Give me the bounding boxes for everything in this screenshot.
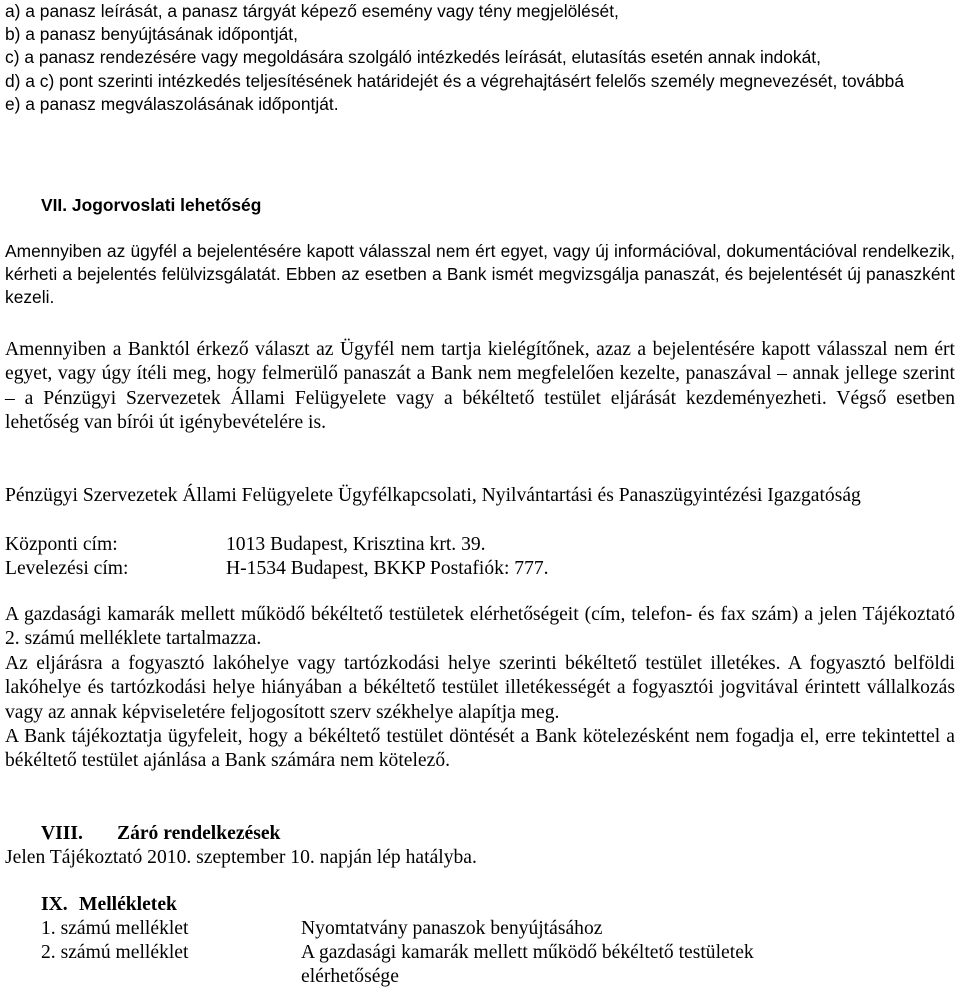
attachment-row xyxy=(41,917,921,941)
list-item: c) a panasz rendezésére vagy megoldására szolgáló intézkedés leírását, elutasítás esetén annak indokát, xyxy=(5,47,821,68)
attachment-label: 1. számú melléklet xyxy=(41,918,189,939)
info-paragraph: A gazdasági kamarák mellett működő békéltető testületek elérhetőségeit (cím, telefon- és fax szám) a jelen Tájékoztató 2. számú melléklete tartalmazza. xyxy=(5,604,955,650)
central-address-label: Központi cím: xyxy=(5,534,118,555)
list-item: d) a c) pont szerinti intézkedés teljesítésének határidejét és a végrehajtásért felelős személy megnevezését, továbbá xyxy=(5,70,905,91)
section-viii-text: Jelen Tájékoztató 2010. szeptember 10. napján lép hatályba. xyxy=(5,847,477,868)
info-paragraphs xyxy=(5,603,955,774)
attachment-value: Nyomtatvány panaszok benyújtásához xyxy=(301,918,603,939)
postal-address-label: Levelezési cím: xyxy=(5,558,129,579)
info-paragraph: A Bank tájékoztatja ügyfeleit, hogy a békéltető testület döntését a Bank kötelezésként nem fogadja el, erre tekintettel a békéltető testület ajánlása a Bank számára nem kötelező. xyxy=(5,726,955,772)
section-viii-title: Záró rendelkezések xyxy=(117,823,281,844)
postal-address-value: H-1534 Budapest, BKKP Postafiók: 777. xyxy=(226,558,549,579)
section-vii-heading: VII. Jogorvoslati lehetőség xyxy=(41,195,262,215)
list-item: a) a panasz leírását, a panasz tárgyát képező esemény vagy tény megjelölését, xyxy=(5,1,619,21)
section-ix-title: Mellékletek xyxy=(79,894,177,915)
list-item: e) a panasz megválaszolásának időpontját. xyxy=(5,93,339,114)
section-ix-number: IX. xyxy=(41,894,68,915)
list-item: b) a panasz benyújtásának időpontját, xyxy=(5,24,298,45)
attachment-value: A gazdasági kamarák mellett működő békéltető testületek xyxy=(301,942,754,963)
central-address-value: 1013 Budapest, Krisztina krt. 39. xyxy=(226,534,486,555)
complaint-list xyxy=(5,0,955,116)
attachment-value-continued: elérhetősége xyxy=(301,966,399,987)
section-viii-number: VIII. xyxy=(41,823,83,844)
central-address-row xyxy=(5,533,905,557)
attachment-label: 2. számú melléklet xyxy=(41,942,189,963)
attachment-row xyxy=(41,941,921,965)
section-viii-heading xyxy=(41,822,281,846)
section-ix-heading xyxy=(41,893,177,917)
section-vii-paragraph-2: Amennyiben a Banktól érkező választ az Ügyfél nem tartja kielégítőnek, azaz a bejelentésére kapott válasszal nem ért egyet, vagy úgy ítéli meg, hogy felmerülő panaszát a Bank nem megfelelően kezelte, panaszával – annak jellege szerint – a Pénzügyi Szervezetek Állami Felügyelete vagy a békéltető testület eljárását kezdeményezheti. Végső esetben lehetőség van bírói út igénybevételére is. xyxy=(5,339,955,434)
section-vii-paragraph-1: Amennyiben az ügyfél a bejelentésére kapott válasszal nem ért egyet, vagy új információval, dokumentációval rendelkezik, kérheti a bejelentés felülvizsgálatát. Ebben az esetben a Bank ismét megvizsgálja panaszát, és bejelentését új panaszként kezeli. xyxy=(5,241,955,308)
postal-address-row xyxy=(5,557,905,581)
info-paragraph: Az eljárásra a fogyasztó lakóhelye vagy tartózkodási helye szerinti békéltető testület illetékes. A fogyasztó belföldi lakóhelye és tartózkodási helye hiányában a békéltető testület illetékességét a fogyasztói jogvitával érintett vállalkozás vagy az annak képviseletére feljogosított szerv székhelye alapítja meg. xyxy=(5,652,955,723)
authority-name: Pénzügyi Szervezetek Állami Felügyelete Ügyfélkapcsolati, Nyilvántartási és Panaszügyintézési Igazgatóság xyxy=(5,485,861,506)
